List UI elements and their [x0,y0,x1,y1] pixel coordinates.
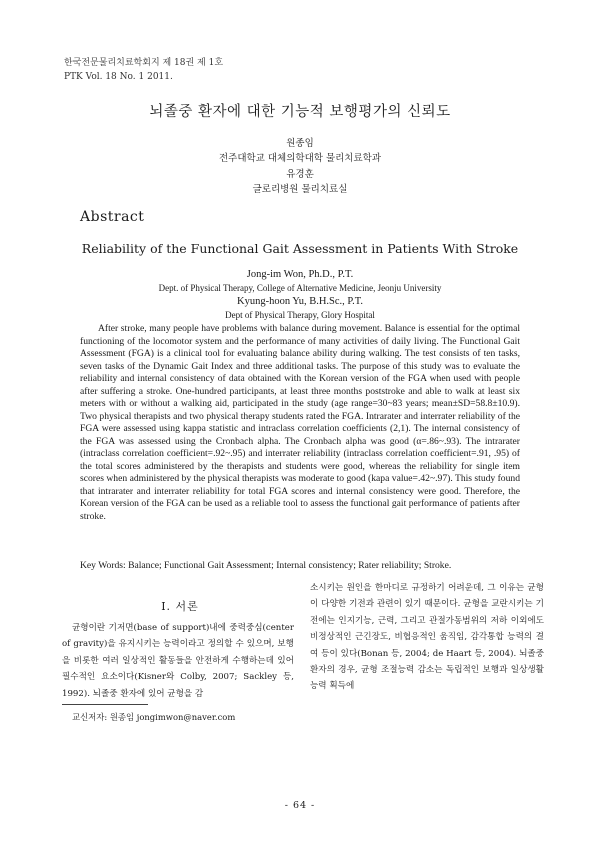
abstract-body: After stroke, many people have problems with balance during movement. Balance is essential for the optimal functioning of the locomotor system and the performance of many activities of daily living. The Functional Gait Assessment (FGA) is a clinical tool for evaluating balance ability during walking. The test consists of ten tasks, seven tasks of the Dynamic Gait Index and three additional tasks. The purpose of this study was to evaluate the reliability and internal consistency of data obtained with the Korean version of the FGA when used with people after suffering a stroke. One-hundred participants, at least three months poststroke and able to walk at least six meters with or without a walking aid, participated in the study (age range=30~83 years; mean±SD=58.8±10.9). Two physical therapists and two physical therapy students rated the FGA. Intrarater and interrater reliability of the FGA were assessed using kappa statistic and intraclass correlation coefficients (2,1). The internal consistency of the FGA was assessed using the Cronbach alpha. The Cronbach alpha was good (α=.86~.93). The intrarater (intraclass correlation coefficient=.92~.95) and interrater reliability (intraclass correlation coefficient=.91, .95) of the total scores administered by the therapists and students were good, whereas the reliability for single item scores when administered by the physical therapists was moderate to good (kapa value=.42~.97). This study found that intrarater and interrater reliability for total FGA scores and internal consistency were good. Therefore, the Korean version of the FGA can be used as a reliable tool to assess the functional gait performance of patients after stroke. [80,323,520,522]
english-author2: Kyung-hoon Yu, B.H.Sc., P.T. [236,296,363,307]
journal-korean-line: 한국전문물리치료학회지 제 18권 제 1호 [64,58,224,68]
english-affiliation2: Dept of Physical Therapy, Glory Hospital [225,310,375,320]
journal-header [64,56,223,84]
introduction-heading: Ⅰ. 서론 [161,600,199,613]
abstract-heading: Abstract [80,209,145,225]
page-number: - 64 - [284,800,316,811]
keywords: Key Words: Balance; Functional Gait Assessment; Internal consistency; Rater reliability; Stroke. [80,560,452,571]
introduction-right-column: 소시키는 원인을 한마디로 규정하기 어려운데, 그 이유는 균형이 다양한 기전과 관련이 있기 때문이다. 균형을 교란시키는 기전에는 인지기능, 근력, 그리고 관절가동범위의 저하 이외에도 비정상적인 근긴장도, 비협응적인 움직임, 감각통합 능력의 결여 등이 있다(Bonan 등, 2004; de Haart 등, 2004). 뇌졸중 환자의 경우, 균형 조절능력 감소는 독립적인 보행과 일상생활능력 획득에 [310,583,544,692]
english-title: Reliability of the Functional Gait Assessment in Patients With Stroke [81,241,519,256]
korean-author1-name: 원종임 [286,138,314,149]
korean-author2-name: 유경훈 [286,169,314,180]
korean-author1-affiliation: 전주대학교 대체의학대학 물리치료학과 [218,153,382,164]
english-author1: Jong-im Won, Ph.D., P.T. [246,269,354,280]
journal-english-line: PTK Vol. 18 No. 1 2011. [64,72,173,82]
corresponding-author-footnote: 교신저자: 원종임 jongimwon@naver.com [72,712,236,722]
footnote-divider [62,704,148,705]
korean-author2-affiliation: 글로리병원 물리치료실 [252,184,348,195]
english-affiliation1: Dept. of Physical Therapy, College of Alternative Medicine, Jeonju University [158,283,442,293]
introduction-left-column: 균형이란 기저면(base of support)내에 중력중심(center of gravity)을 유지시키는 능력이라고 정의할 수 있으며, 보행을 비롯한 여러 일상적인 활동들을 안전하게 수행하는데 있어 필수적인 요소이다(Kisner와 Colby, 2007; Sackley 등, 1992). 뇌졸중 환자에 있어 균형을 감 [62,623,294,699]
korean-title: 뇌졸중 환자에 대한 기능적 보행평가의 신뢰도 [149,104,451,120]
